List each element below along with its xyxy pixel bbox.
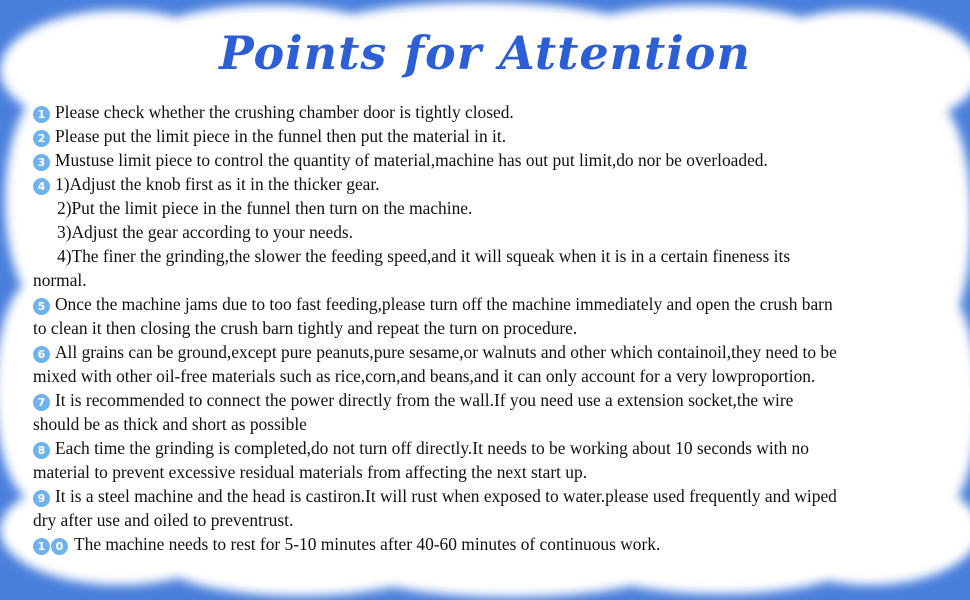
number-badge: 8 <box>33 442 50 459</box>
number-badge: 2 <box>33 130 50 147</box>
item-continuation: should be as thick and short as possible <box>33 414 307 434</box>
list-item <box>33 340 963 364</box>
item-text: Once the machine jams due to too fast feeding,please turn off the machine immediately and open the crush barn <box>55 294 833 314</box>
list-item <box>33 100 963 124</box>
item-text: Each time the grinding is completed,do not turn off directly.It needs to be working about 10 seconds with no <box>55 438 809 458</box>
item-continuation: material to prevent excessive residual materials from affecting the next start up. <box>33 462 588 482</box>
number-badge: 1 <box>33 106 50 123</box>
sub-step: 3)Adjust the gear according to your needs. <box>57 222 354 242</box>
sub-step: 4)The finer the grinding,the slower the feeding speed,and it will squeak when it is in a certain fineness its <box>57 246 791 266</box>
number-badge: 3 <box>33 154 50 171</box>
item-text: All grains can be ground,except pure peanuts,pure sesame,or walnuts and other which containoil,they need to be <box>55 342 837 362</box>
item-text: It is a steel machine and the head is castiron.It will rust when exposed to water.please used frequently and wiped <box>55 486 837 506</box>
list-item <box>33 484 963 508</box>
page-title: Points for Attention <box>219 26 751 80</box>
list-item <box>33 532 963 556</box>
list-item <box>33 436 963 460</box>
list-item <box>33 172 963 196</box>
item-text: Please put the limit piece in the funnel then put the material in it. <box>55 126 507 146</box>
number-badge: 1 <box>33 538 50 555</box>
number-badge: 4 <box>33 178 50 195</box>
item-continuation: mixed with other oil-free materials such as rice,corn,and beans,and it can only account for a very lowproportion. <box>33 366 816 386</box>
number-badge: 6 <box>33 346 50 363</box>
list-item <box>33 292 963 316</box>
item-text: Please check whether the crushing chamber door is tightly closed. <box>55 102 514 122</box>
item-continuation: to clean it then closing the crush barn tightly and repeat the turn on procedure. <box>33 318 578 338</box>
number-badge: 5 <box>33 298 50 315</box>
number-badge: 0 <box>51 538 68 555</box>
attention-list <box>33 100 963 556</box>
sub-step: 2)Put the limit piece in the funnel then turn on the machine. <box>57 198 473 218</box>
item-text: The machine needs to rest for 5-10 minutes after 40-60 minutes of continuous work. <box>74 534 661 554</box>
item-text: It is recommended to connect the power directly from the wall.If you need use a extension socket,the wire <box>55 390 794 410</box>
list-item <box>33 388 963 412</box>
item-text: Mustuse limit piece to control the quantity of material,machine has out put limit,do nor be overloaded. <box>55 150 768 170</box>
item-continuation: dry after use and oiled to preventrust. <box>33 510 294 530</box>
number-badge: 9 <box>33 490 50 507</box>
list-item <box>33 124 963 148</box>
number-badge: 7 <box>33 394 50 411</box>
list-item <box>33 148 963 172</box>
item-continuation: normal. <box>33 270 87 290</box>
item-text: 1)Adjust the knob first as it in the thicker gear. <box>55 174 380 194</box>
